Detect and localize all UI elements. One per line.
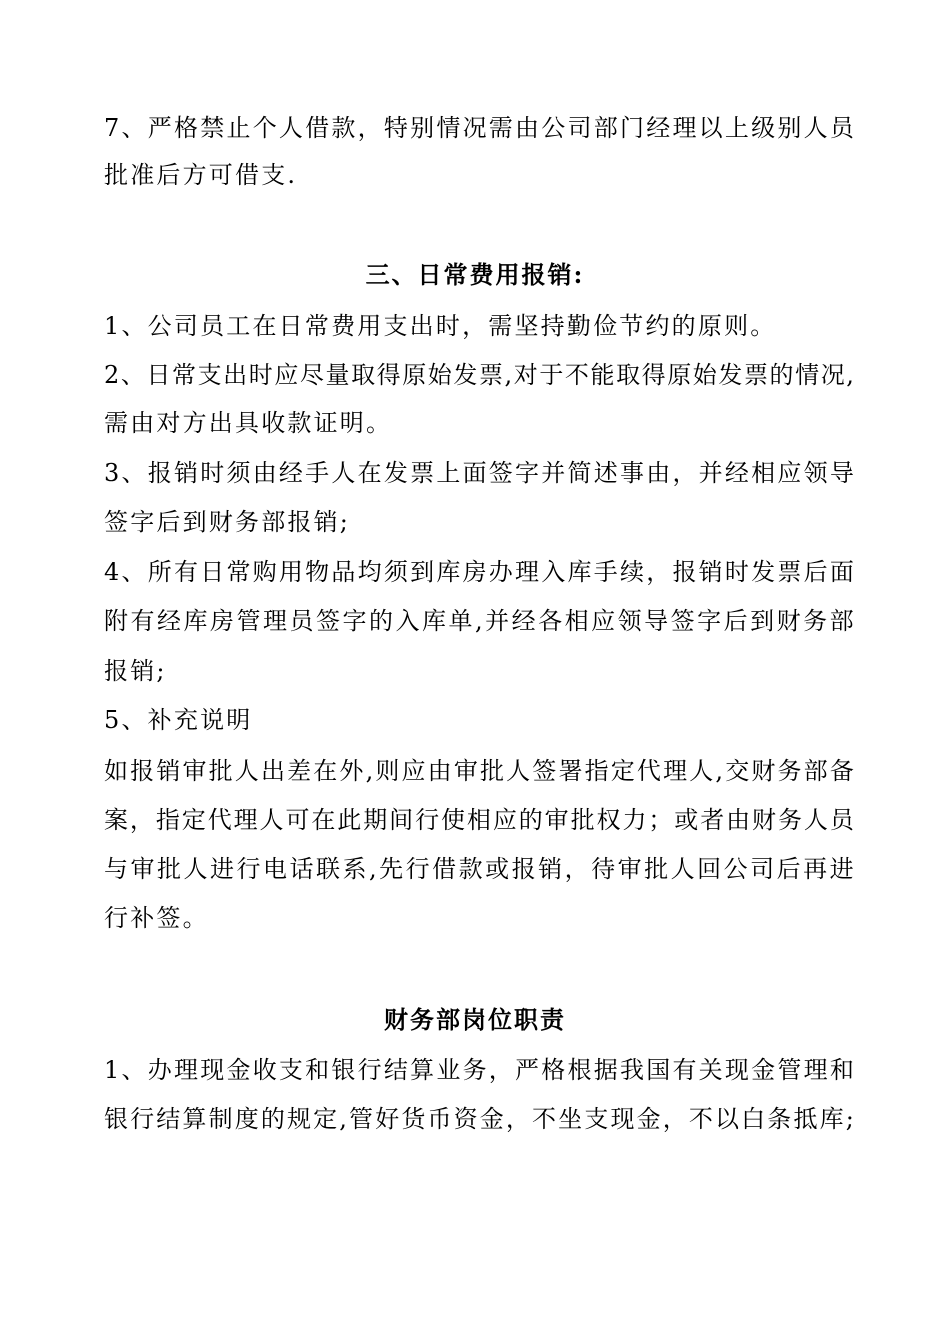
- note-line-2: 案 ， 指 定 代 理 人 可 在 此 期 间 行 使 相 应 的 审 批 权 力 ； 或 者 由 财 务 人 员: [104, 806, 854, 834]
- note-line-4: 行补签。: [104, 904, 209, 932]
- section-3-heading: 三、日常费用报销:: [365, 260, 585, 289]
- item-2-line-2: 需由对方出具收款证明。: [104, 409, 393, 437]
- item-4-line-3: 报销;: [104, 657, 167, 685]
- note-line-1: 如 报 销 审 批 人 出 差 在 外 , 则 应 由 审 批 人 签 署 指 定 代 理 人 , 交 财 务 部 备: [104, 757, 854, 785]
- finance-item-1-line-1: 1 、 办 理 现 金 收 支 和 银 行 结 算 业 务 ， 严 格 根 据 我 国 有 关 现 金 管 理 和: [104, 1056, 854, 1084]
- item-3-line-1: 3 、 报 销 时 须 由 经 手 人 在 发 票 上 面 签 字 并 简 述 事 由 ， 并 经 相 应 领 导: [104, 459, 854, 487]
- finance-item-1-line-2: 银 行 结 算 制 度 的 规 定 , 管 好 货 币 资 金 ， 不 坐 支 现 金 ， 不 以 白 条 抵 库 ;: [104, 1105, 854, 1133]
- item-3-line-2: 签字后到财务部报销;: [104, 508, 351, 536]
- item-2-line-1: 2 、 日 常 支 出 时 应 尽 量 取 得 原 始 发 票 , 对 于 不 能 取 得 原 始 发 票 的 情 况 ,: [104, 361, 854, 389]
- item-7-line-1: 7 、 严 格 禁 止 个 人 借 款 ， 特 别 情 况 需 由 公 司 部 门 经 理 以 上 级 别 人 员: [104, 114, 854, 142]
- item-4-line-1: 4 、 所 有 日 常 购 用 物 品 均 须 到 库 房 办 理 入 库 手 续 ， 报 销 时 发 票 后 面: [104, 558, 854, 586]
- item-7-line-2: 批准后方可借支.: [104, 161, 298, 189]
- item-5-line-1: 5、补充说明: [104, 706, 253, 734]
- item-1-line-1: 1、公司员工在日常费用支出时，需坚持勤俭节约的原则。: [104, 312, 777, 340]
- finance-section-heading: 财务部岗位职责: [384, 1005, 566, 1034]
- note-line-3: 与 审 批 人 进 行 电 话 联 系 , 先 行 借 款 或 报 销 ， 待 审 批 人 回 公 司 后 再 进: [104, 855, 854, 883]
- item-4-line-2: 附 有 经 库 房 管 理 员 签 字 的 入 库 单 , 并 经 各 相 应 领 导 签 字 后 到 财 务 部: [104, 607, 854, 635]
